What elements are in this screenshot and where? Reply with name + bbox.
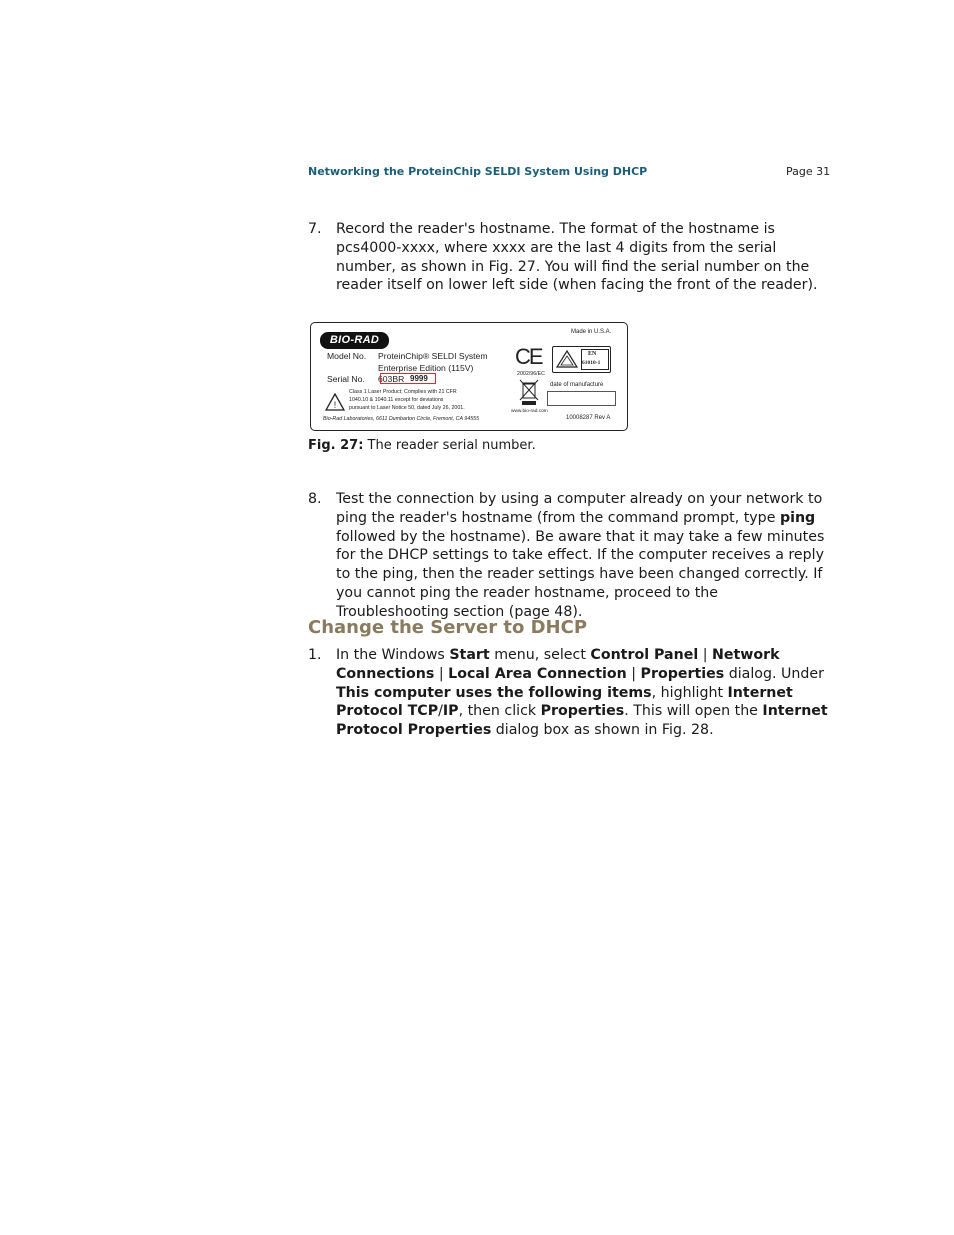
weee-code: 2002/96/EC	[517, 371, 545, 377]
text-run: dialog. Under	[724, 665, 824, 682]
en-number: 61010-1	[582, 360, 601, 366]
figure-caption	[308, 438, 536, 453]
part-number: 10008287 Rev A	[566, 415, 611, 421]
model-label: Model No.	[327, 351, 367, 361]
date-of-manufacture-box	[547, 391, 616, 406]
step-text: Record the reader's hostname. The format of the hostname is pcs4000-xxxx, where xxxx are the last 4 digits from the serial number, as shown in Fig. 27. You will find the serial number on the reader itself on lower left side (when facing the front of the reader).	[336, 221, 818, 294]
warning-line-3: pursuant to Laser Notice 50, dated July 26, 2001.	[349, 405, 465, 411]
caption-text: The reader serial number.	[363, 438, 536, 453]
text-run: |	[434, 665, 449, 682]
model-value-2: Enterprise Edition (115V)	[378, 363, 474, 373]
reader-serial-label-figure	[310, 322, 628, 431]
step-7	[308, 220, 828, 295]
text-run: followed by the hostname). Be aware that it may take a few minutes for the DHCP settings to take effect. If the computer receives a reply to the ping, then the reader settings have been changed correctly. If you cannot ping the reader hostname, proceed to the Troubleshooting section (page 48).	[336, 528, 825, 620]
text-run: . This will open the	[624, 703, 763, 720]
model-value: ProteinChip® SELDI System	[378, 351, 488, 361]
ping-command: ping	[779, 509, 816, 526]
text-run: |	[698, 647, 712, 663]
ui-term: Internet Protocol TCP	[336, 684, 793, 720]
step-text	[336, 490, 828, 622]
ui-term: This computer uses the following items	[336, 684, 652, 701]
step-8	[308, 490, 828, 622]
made-in-text: Made in U.S.A.	[571, 329, 612, 335]
step-number: 1.	[308, 647, 322, 663]
en-certification-box	[552, 346, 611, 373]
en-standard-box	[581, 349, 609, 370]
website-text: www.bio-rad.com	[511, 409, 548, 414]
ui-term: Start	[449, 647, 490, 663]
text-run: menu, select	[489, 647, 591, 663]
ui-term: Properties	[640, 665, 725, 682]
ui-term: IP	[442, 703, 459, 720]
caption-label: Fig. 27:	[308, 438, 364, 453]
laser-warning-icon	[325, 393, 345, 411]
text-run: Test the connection by using a computer already on your network to ping the reader's hostname (from the command prompt, type	[336, 491, 823, 526]
text-run: dialog box as shown in Fig. 28.	[491, 722, 714, 739]
ui-term: Local Area Connection	[448, 665, 627, 682]
text-run: , then click	[458, 703, 541, 720]
certification-triangle-icon	[556, 349, 578, 369]
warning-line-1: Class 1 Laser Product; Complies with 21 CFR	[349, 389, 457, 395]
ce-mark: CE	[515, 344, 542, 369]
bio-rad-logo: BIO-RAD	[320, 332, 389, 349]
text-run: /	[438, 703, 443, 720]
serial-label: Serial No.	[327, 374, 365, 384]
serial-prefix: 603BR	[378, 374, 405, 384]
page-number: Page 31	[786, 165, 831, 178]
ui-term: Internet Protocol Properties	[336, 703, 828, 739]
address-text: Bio-Rad Laboratories, 6611 Dumbarton Circle, Fremont, CA 94555	[323, 416, 480, 422]
svg-text:!: !	[333, 400, 337, 410]
date-label: date of manufacture	[550, 382, 604, 388]
warning-line-2: 1040.10 & 1040.11 except for deviations	[349, 397, 444, 403]
step-number: 8.	[308, 491, 322, 507]
step-1	[308, 646, 828, 740]
text-run: In the Windows	[336, 647, 450, 663]
step-text	[336, 646, 828, 740]
serial-value: 9999	[410, 374, 428, 383]
ui-term: Control Panel	[590, 647, 699, 663]
weee-bin-icon	[519, 378, 539, 406]
ui-term: Properties	[540, 703, 625, 720]
text-run: , highlight	[651, 684, 728, 701]
text-run: |	[626, 665, 641, 682]
ui-term: Network Connections	[336, 647, 780, 682]
section-heading: Change the Server to DHCP	[308, 617, 588, 638]
step-number: 7.	[308, 221, 322, 237]
running-header-title: Networking the ProteinChip SELDI System Using DHCP	[308, 165, 648, 178]
en-label: EN	[588, 351, 597, 357]
